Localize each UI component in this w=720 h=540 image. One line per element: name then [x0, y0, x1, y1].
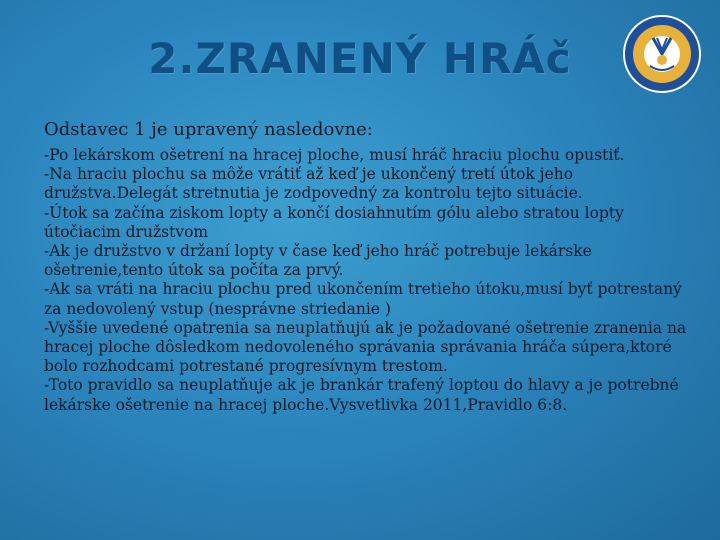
rule-heading: Odstavec 1 je upravený nasledovne:	[44, 119, 373, 140]
rule-paragraph: -Po lekárskom ošetrení na hracej ploche, musí hráč hraciu plochu opustiť.	[44, 146, 625, 164]
rule-paragraph: -Toto pravidlo sa neuplatňuje ak je brankár trafený loptou do hlavy a je potrebné lekárske ošetrenie na hracej ploche.Vysvetlivka 2011,Pravidlo 6:8.	[44, 376, 679, 414]
rule-paragraph: -Útok sa začína ziskom lopty a končí dosiahnutím gólu alebo stratou lopty útočiacim družstvom	[44, 203, 624, 241]
rule-paragraph: -Ak sa vráti na hraciu plochu pred ukončením tretieho útoku,musí byť potrestaný za nedovolený vstup (nesprávne striedanie )	[44, 280, 682, 318]
ihf-logo-icon	[622, 14, 702, 94]
slide-title: 2.ZRANENÝ HRÁč	[148, 34, 572, 83]
slide-body	[44, 118, 694, 415]
rule-paragraph: -Ak je družstvo v držaní lopty v čase keď jeho hráč potrebuje lekárske ošetrenie,tento útok sa počíta za prvý.	[44, 242, 592, 280]
rule-paragraph: -Na hraciu plochu sa môže vrátiť až keď je ukončený tretí útok jeho družstva.Delegát stretnutia je zodpovedný za kontrolu tejto situácie.	[44, 165, 583, 203]
rule-paragraph: -Vyššie uvedené opatrenia sa neuplatňujú ak je požadované ošetrenie zranenia na hracej ploche dôsledkom nedovoleného správania správania hráča súpera,ktoré bolo rozhodcami potrestané progresívnym trestom.	[44, 318, 687, 376]
